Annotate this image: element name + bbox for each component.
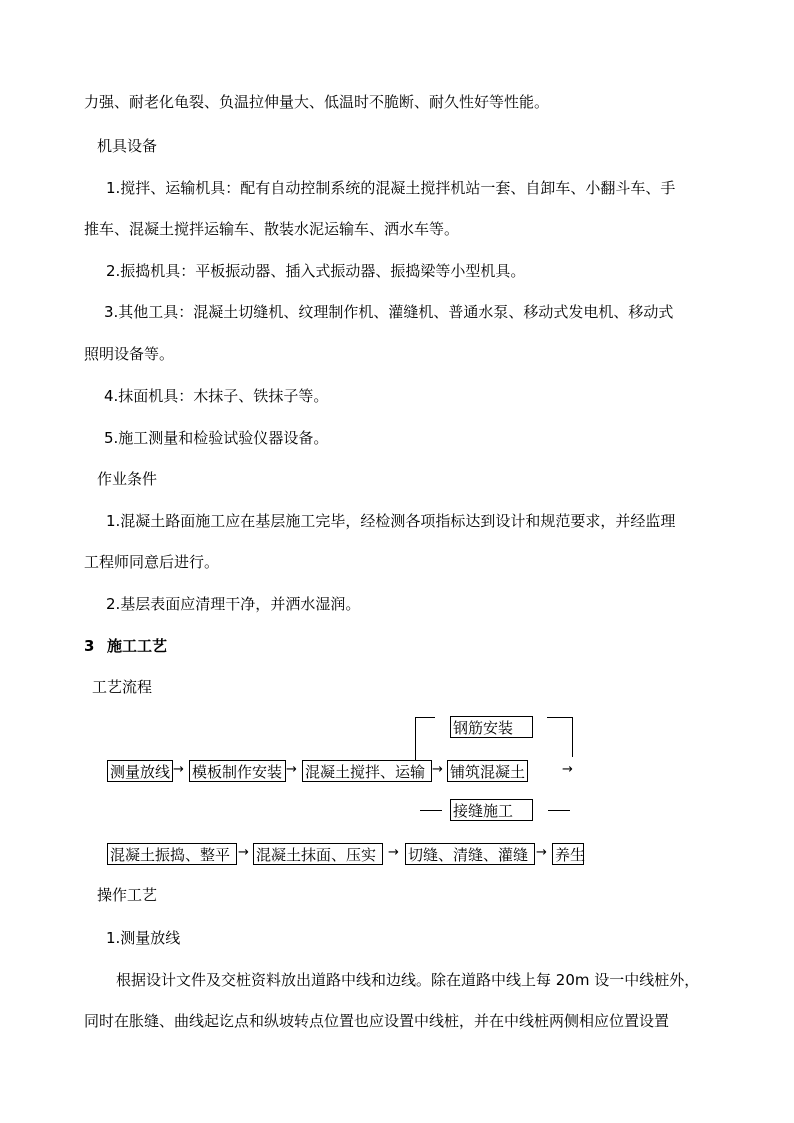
text-line: 3.其他工具：混凝土切缝机、纹理制作机、灌缝机、普通水泵、移动式发电机、移动式 [104, 303, 674, 321]
subsection-title: 1.测量放线 [106, 929, 181, 947]
section-title-operation: 操作工艺 [97, 886, 158, 904]
flow-box-trowel: 混凝土抹面、压实 [253, 843, 383, 865]
section-title-conditions: 作业条件 [97, 470, 158, 488]
flow-arrow: → [432, 762, 443, 777]
flow-arrow: → [562, 762, 573, 777]
flow-box-rebar: 钢筋安装 [450, 716, 533, 738]
flow-box-cure: 养生 [552, 843, 584, 865]
text-line: 工程师同意后进行。 [84, 553, 220, 571]
text-line: 照明设备等。 [84, 345, 175, 363]
flow-arrow: → [388, 845, 399, 860]
flow-arrow: → [286, 762, 297, 777]
flow-box-pave: 铺筑混凝土 [447, 760, 528, 782]
text-line: 根据设计文件及交桩资料放出道路中线和边线。除在道路中线上每 20m 设一中线桩外， [116, 971, 700, 989]
text-line: 推车、混凝土搅拌运输车、散装水泥运输车、洒水车等。 [84, 220, 460, 238]
connector-line [548, 810, 570, 811]
connector-line [415, 717, 416, 761]
heading-number: 3 [84, 637, 95, 655]
flow-arrow: → [173, 762, 184, 777]
text-line: 1.混凝土路面施工应在基层施工完毕，经检测各项指标达到设计和规范要求，并经监理 [106, 512, 676, 530]
flow-arrow: → [536, 845, 547, 860]
text-line: 4.抹面机具：木抹子、铁抹子等。 [104, 387, 329, 405]
text-line: 同时在胀缝、曲线起讫点和纵坡转点位置也应设置中线桩，并在中线桩两侧相应位置设置 [84, 1012, 670, 1030]
connector-line [547, 717, 572, 718]
text-line: 2.振捣机具：平板振动器、插入式振动器、振捣梁等小型机具。 [106, 262, 526, 280]
text-line: 力强、耐老化龟裂、负温拉伸量大、低温时不脆断、耐久性好等性能。 [84, 93, 550, 111]
heading-title: 施工工艺 [107, 637, 168, 655]
flow-arrow: → [238, 845, 249, 860]
flow-box-formwork: 模板制作安装 [189, 760, 286, 782]
connector-line [420, 810, 442, 811]
text-line: 5.施工测量和检验试验仪器设备。 [104, 429, 329, 447]
flow-box-survey: 测量放线 [107, 760, 173, 782]
section-title-flow: 工艺流程 [92, 678, 153, 696]
flow-box-vibrate: 混凝土振捣、整平 [107, 843, 237, 865]
flow-box-cut: 切缝、清缝、灌缝 [405, 843, 535, 865]
flow-box-joint: 接缝施工 [450, 799, 533, 821]
text-line: 1.搅拌、运输机具：配有自动控制系统的混凝土搅拌机站一套、自卸车、小翻斗车、手 [106, 179, 676, 197]
section-title-equipment: 机具设备 [97, 137, 158, 155]
flow-box-mix: 混凝土搅拌、运输 [302, 760, 432, 782]
connector-line [572, 717, 573, 757]
text-line: 2.基层表面应清理干净，并洒水湿润。 [106, 595, 361, 613]
connector-line [415, 717, 435, 718]
